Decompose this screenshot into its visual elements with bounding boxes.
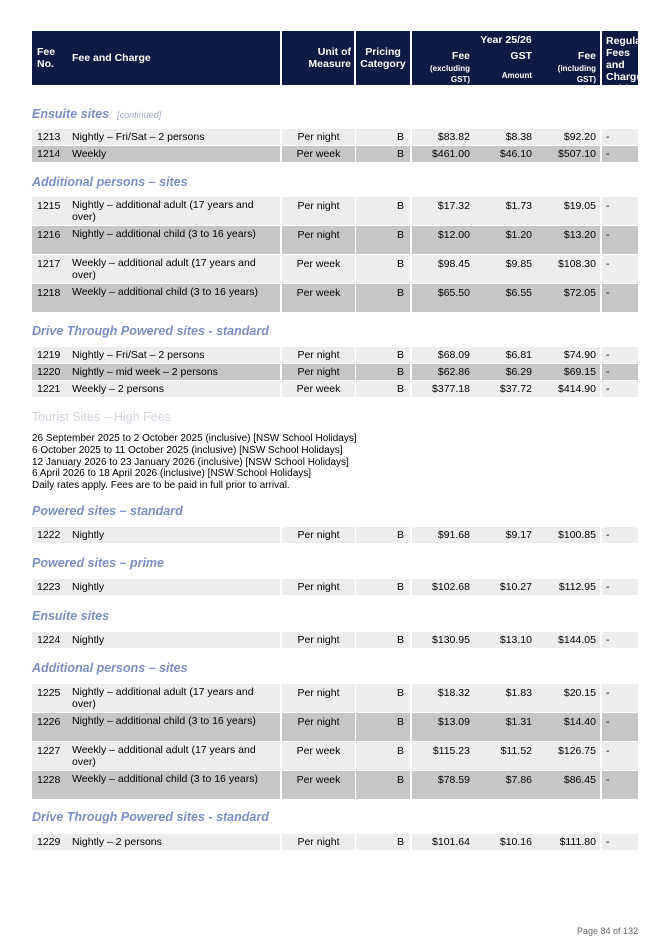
- gst-amount: $6.55: [474, 283, 536, 312]
- section-title: Additional persons – sites: [32, 661, 188, 675]
- fee-incl-gst: $111.80: [536, 833, 600, 850]
- unit-of-measure: Per night: [282, 578, 355, 595]
- pricing-category: B: [356, 346, 410, 363]
- table-row: [32, 128, 638, 145]
- unit-of-measure: Per week: [282, 380, 355, 397]
- note-line: 6 October 2025 to 11 October 2025 (inclusive) [NSW School Holidays]: [32, 444, 343, 456]
- fee-excl-gst: $17.32: [412, 196, 474, 225]
- header-regulatory: [602, 31, 661, 107]
- gst-amount: $6.81: [474, 346, 536, 363]
- fee-description: Nightly – additional child (3 to 16 years): [68, 225, 280, 254]
- table-row: [32, 196, 638, 225]
- table-row: [32, 712, 638, 741]
- table-row: [32, 283, 638, 312]
- gst-amount: $9.17: [474, 526, 536, 543]
- gst-amount: $9.85: [474, 254, 536, 283]
- fee-incl-gst: $13.20: [536, 225, 600, 254]
- fee-description: Weekly – additional child (3 to 16 years): [68, 283, 280, 312]
- regulatory-paid-to: -: [602, 283, 638, 312]
- header-unit-line1: Unit of: [317, 46, 351, 58]
- regulatory-paid-to: -: [602, 770, 638, 799]
- gst-amount: $37.72: [474, 380, 536, 397]
- fee-no: 1216: [32, 225, 68, 254]
- fee-excl-gst: $102.68: [412, 578, 474, 595]
- fee-excl-gst: $377.18: [412, 380, 474, 397]
- header-fee-excl-line1: Fee: [451, 50, 470, 62]
- table-row: [32, 254, 638, 283]
- header-fee-no: [32, 31, 69, 85]
- header-reg-line3: Charges: [606, 71, 649, 83]
- fee-excl-gst: $98.45: [412, 254, 474, 283]
- gst-amount: $6.29: [474, 363, 536, 380]
- fee-description: Nightly: [68, 578, 280, 595]
- gst-amount: $7.86: [474, 770, 536, 799]
- header-fee-excl-line3: GST): [450, 75, 470, 84]
- header-reg-line2: Fees and: [606, 47, 630, 71]
- fee-description: Nightly – Fri/Sat – 2 persons: [68, 346, 280, 363]
- header-year: Year 25/26: [412, 31, 600, 49]
- section-title: [32, 107, 161, 121]
- regulatory-paid-to: -: [602, 526, 638, 543]
- table-row: [32, 225, 638, 254]
- pricing-category: B: [356, 578, 410, 595]
- section-title: Additional persons – sites: [32, 175, 188, 189]
- header-pricing-line1: Pricing: [365, 46, 401, 58]
- fee-no: 1221: [32, 380, 68, 397]
- unit-of-measure: Per night: [282, 196, 355, 225]
- regulatory-paid-to: -: [602, 741, 638, 770]
- fee-description: Nightly – additional adult (17 years and over): [68, 196, 280, 225]
- regulatory-paid-to: -: [602, 346, 638, 363]
- fee-description: Weekly – additional adult (17 years and over): [68, 254, 280, 283]
- gst-amount: $11.52: [474, 741, 536, 770]
- gst-amount: $10.16: [474, 833, 536, 850]
- pricing-category: B: [356, 380, 410, 397]
- pricing-category: B: [356, 363, 410, 380]
- fee-incl-gst: $74.90: [536, 346, 600, 363]
- gst-amount: $46.10: [474, 145, 536, 162]
- fee-no: 1227: [32, 741, 68, 770]
- section-title: Drive Through Powered sites - standard: [32, 810, 269, 824]
- regulatory-paid-to: -: [602, 363, 638, 380]
- pricing-category: B: [356, 712, 410, 741]
- header-unit-of-measure: [282, 31, 355, 85]
- fee-no: 1223: [32, 578, 68, 595]
- gst-amount: $1.73: [474, 196, 536, 225]
- header-fee-excluding-gst: [412, 49, 474, 85]
- fee-description: Weekly – 2 persons: [68, 380, 280, 397]
- table-row: [32, 380, 638, 397]
- fee-incl-gst: $19.05: [536, 196, 600, 225]
- section-title: Ensuite sites: [32, 609, 110, 623]
- pricing-category: B: [356, 833, 410, 850]
- header-fee-no-line1: Fee: [37, 46, 56, 58]
- header-gst-line2: Amount: [501, 71, 532, 80]
- table-row: [32, 770, 638, 799]
- pricing-category: B: [356, 741, 410, 770]
- table-row: [32, 631, 638, 648]
- fee-excl-gst: $101.64: [412, 833, 474, 850]
- pricing-category: B: [356, 196, 410, 225]
- holiday-notes: [32, 433, 357, 492]
- note-line: 12 January 2026 to 23 January 2026 (inclusive) [NSW School Holidays]: [32, 456, 349, 468]
- header-divider: [410, 31, 412, 85]
- header-fee-incl-line2: (including: [557, 64, 596, 73]
- section-title: Powered sites – prime: [32, 556, 165, 570]
- header-gst-amount: [474, 49, 536, 85]
- fee-no: 1218: [32, 283, 68, 312]
- regulatory-paid-to: -: [602, 225, 638, 254]
- unit-of-measure: Per night: [282, 363, 355, 380]
- fee-excl-gst: $62.86: [412, 363, 474, 380]
- pricing-category: B: [356, 526, 410, 543]
- fee-table-page: [32, 31, 661, 848]
- fee-no: 1226: [32, 712, 68, 741]
- fee-excl-gst: $91.68: [412, 526, 474, 543]
- note-line: 26 September 2025 to 2 October 2025 (inclusive) [NSW School Holidays]: [32, 433, 357, 444]
- fee-no: 1213: [32, 128, 68, 145]
- regulatory-paid-to: -: [602, 578, 638, 595]
- header-gst-line1: GST: [510, 50, 532, 62]
- fee-no: 1219: [32, 346, 68, 363]
- header-divider: [354, 31, 356, 85]
- fee-no: 1214: [32, 145, 68, 162]
- regulatory-paid-to: -: [602, 833, 638, 850]
- fee-incl-gst: $92.20: [536, 128, 600, 145]
- unit-of-measure: Per night: [282, 712, 355, 741]
- fee-incl-gst: $20.15: [536, 683, 600, 712]
- unit-of-measure: Per week: [282, 283, 355, 312]
- header-fee-excl-line2: (excluding: [429, 64, 470, 73]
- fee-description: Nightly: [68, 526, 280, 543]
- table-row: [32, 363, 638, 380]
- fee-incl-gst: $14.40: [536, 712, 600, 741]
- header-divider: [280, 31, 282, 85]
- table-header: [32, 31, 661, 107]
- regulatory-paid-to: -: [602, 196, 638, 225]
- unit-of-measure: Per night: [282, 346, 355, 363]
- pricing-category: B: [356, 683, 410, 712]
- table-row: [32, 683, 638, 712]
- table-row: [32, 741, 638, 770]
- fee-no: 1225: [32, 683, 68, 712]
- fee-incl-gst: $100.85: [536, 526, 600, 543]
- fee-excl-gst: $461.00: [412, 145, 474, 162]
- section-title: Powered sites – standard: [32, 504, 183, 518]
- unit-of-measure: Per night: [282, 683, 355, 712]
- fee-incl-gst: $126.75: [536, 741, 600, 770]
- fee-incl-gst: $86.45: [536, 770, 600, 799]
- pricing-category: B: [356, 145, 410, 162]
- unit-of-measure: Per night: [282, 631, 355, 648]
- fee-excl-gst: $12.00: [412, 225, 474, 254]
- header-unit-line2: Measure: [308, 58, 351, 70]
- gst-amount: $8.38: [474, 128, 536, 145]
- fee-description: Weekly – additional adult (17 years and over): [68, 741, 280, 770]
- fee-excl-gst: $130.95: [412, 631, 474, 648]
- fee-excl-gst: $78.59: [412, 770, 474, 799]
- pricing-category: B: [356, 770, 410, 799]
- fee-description: Nightly: [68, 631, 280, 648]
- header-reg-line4: Paid to: [606, 83, 629, 107]
- page-number: Page 84 of 132: [576, 926, 638, 936]
- fee-description: Nightly – additional child (3 to 16 years): [68, 712, 280, 741]
- header-fee-incl-line3: GST): [576, 75, 596, 84]
- unit-of-measure: Per week: [282, 741, 355, 770]
- fee-incl-gst: $414.90: [536, 380, 600, 397]
- pricing-category: B: [356, 254, 410, 283]
- fee-description: Nightly – 2 persons: [68, 833, 280, 850]
- header-fee-and-charge: Fee and Charge: [69, 31, 281, 85]
- fee-description: Nightly – mid week – 2 persons: [68, 363, 280, 380]
- pricing-category: B: [356, 283, 410, 312]
- unit-of-measure: Per week: [282, 145, 355, 162]
- fee-incl-gst: $69.15: [536, 363, 600, 380]
- unit-of-measure: Per night: [282, 833, 355, 850]
- regulatory-paid-to: -: [602, 145, 638, 162]
- pricing-category: B: [356, 128, 410, 145]
- regulatory-paid-to: -: [602, 380, 638, 397]
- fee-incl-gst: $108.30: [536, 254, 600, 283]
- note-line: 6 April 2026 to 18 April 2026 (inclusive) [NSW School Holidays]: [32, 468, 312, 480]
- regulatory-paid-to: -: [602, 683, 638, 712]
- fee-incl-gst: $507.10: [536, 145, 600, 162]
- fee-no: 1222: [32, 526, 68, 543]
- unit-of-measure: Per week: [282, 254, 355, 283]
- fee-no: 1228: [32, 770, 68, 799]
- unit-of-measure: Per week: [282, 770, 355, 799]
- header-fee-no-line2: No.: [37, 58, 54, 70]
- unit-of-measure: Per night: [282, 225, 355, 254]
- gst-amount: $1.83: [474, 683, 536, 712]
- fee-excl-gst: $65.50: [412, 283, 474, 312]
- fee-incl-gst: $112.95: [536, 578, 600, 595]
- gst-amount: $10.27: [474, 578, 536, 595]
- fee-excl-gst: $68.09: [412, 346, 474, 363]
- fee-description: Nightly – additional adult (17 years and over): [68, 683, 280, 712]
- fee-no: 1217: [32, 254, 68, 283]
- regulatory-paid-to: -: [602, 254, 638, 283]
- table-row: [32, 833, 638, 850]
- table-row: [32, 346, 638, 363]
- header-pricing-line2: Category: [360, 58, 406, 70]
- fee-incl-gst: $72.05: [536, 283, 600, 312]
- pricing-category: B: [356, 631, 410, 648]
- regulatory-paid-to: -: [602, 128, 638, 145]
- regulatory-paid-to: -: [602, 631, 638, 648]
- fee-incl-gst: $144.05: [536, 631, 600, 648]
- header-fee-incl-line1: Fee: [577, 50, 596, 62]
- fee-description: Nightly – Fri/Sat – 2 persons: [68, 128, 280, 145]
- gst-amount: $1.20: [474, 225, 536, 254]
- section-title: Drive Through Powered sites - standard: [32, 324, 269, 338]
- fee-description: Weekly – additional child (3 to 16 years): [68, 770, 280, 799]
- fee-excl-gst: $115.23: [412, 741, 474, 770]
- fee-no: 1220: [32, 363, 68, 380]
- fee-excl-gst: $13.09: [412, 712, 474, 741]
- fee-excl-gst: $18.32: [412, 683, 474, 712]
- section-title-text: Ensuite sites: [32, 107, 110, 121]
- continued-label: [continued]: [117, 110, 162, 120]
- header-pricing-category: [356, 31, 410, 85]
- pricing-category: B: [356, 225, 410, 254]
- fee-excl-gst: $83.82: [412, 128, 474, 145]
- section-title: Tourist Sites – High Fees: [32, 410, 171, 424]
- unit-of-measure: Per night: [282, 526, 355, 543]
- unit-of-measure: Per night: [282, 128, 355, 145]
- fee-no: 1215: [32, 196, 68, 225]
- table-row: [32, 578, 638, 595]
- header-reg-line1: Regulatory: [606, 35, 661, 47]
- table-row: [32, 526, 638, 543]
- gst-amount: $13.10: [474, 631, 536, 648]
- fee-description: Weekly: [68, 145, 280, 162]
- header-fee-including-gst: [536, 49, 600, 85]
- fee-no: 1229: [32, 833, 68, 850]
- note-line: Daily rates apply. Fees are to be paid in full prior to arrival.: [32, 480, 290, 492]
- table-row: [32, 145, 638, 162]
- header-divider: [600, 31, 602, 85]
- gst-amount: $1.31: [474, 712, 536, 741]
- regulatory-paid-to: -: [602, 712, 638, 741]
- fee-no: 1224: [32, 631, 68, 648]
